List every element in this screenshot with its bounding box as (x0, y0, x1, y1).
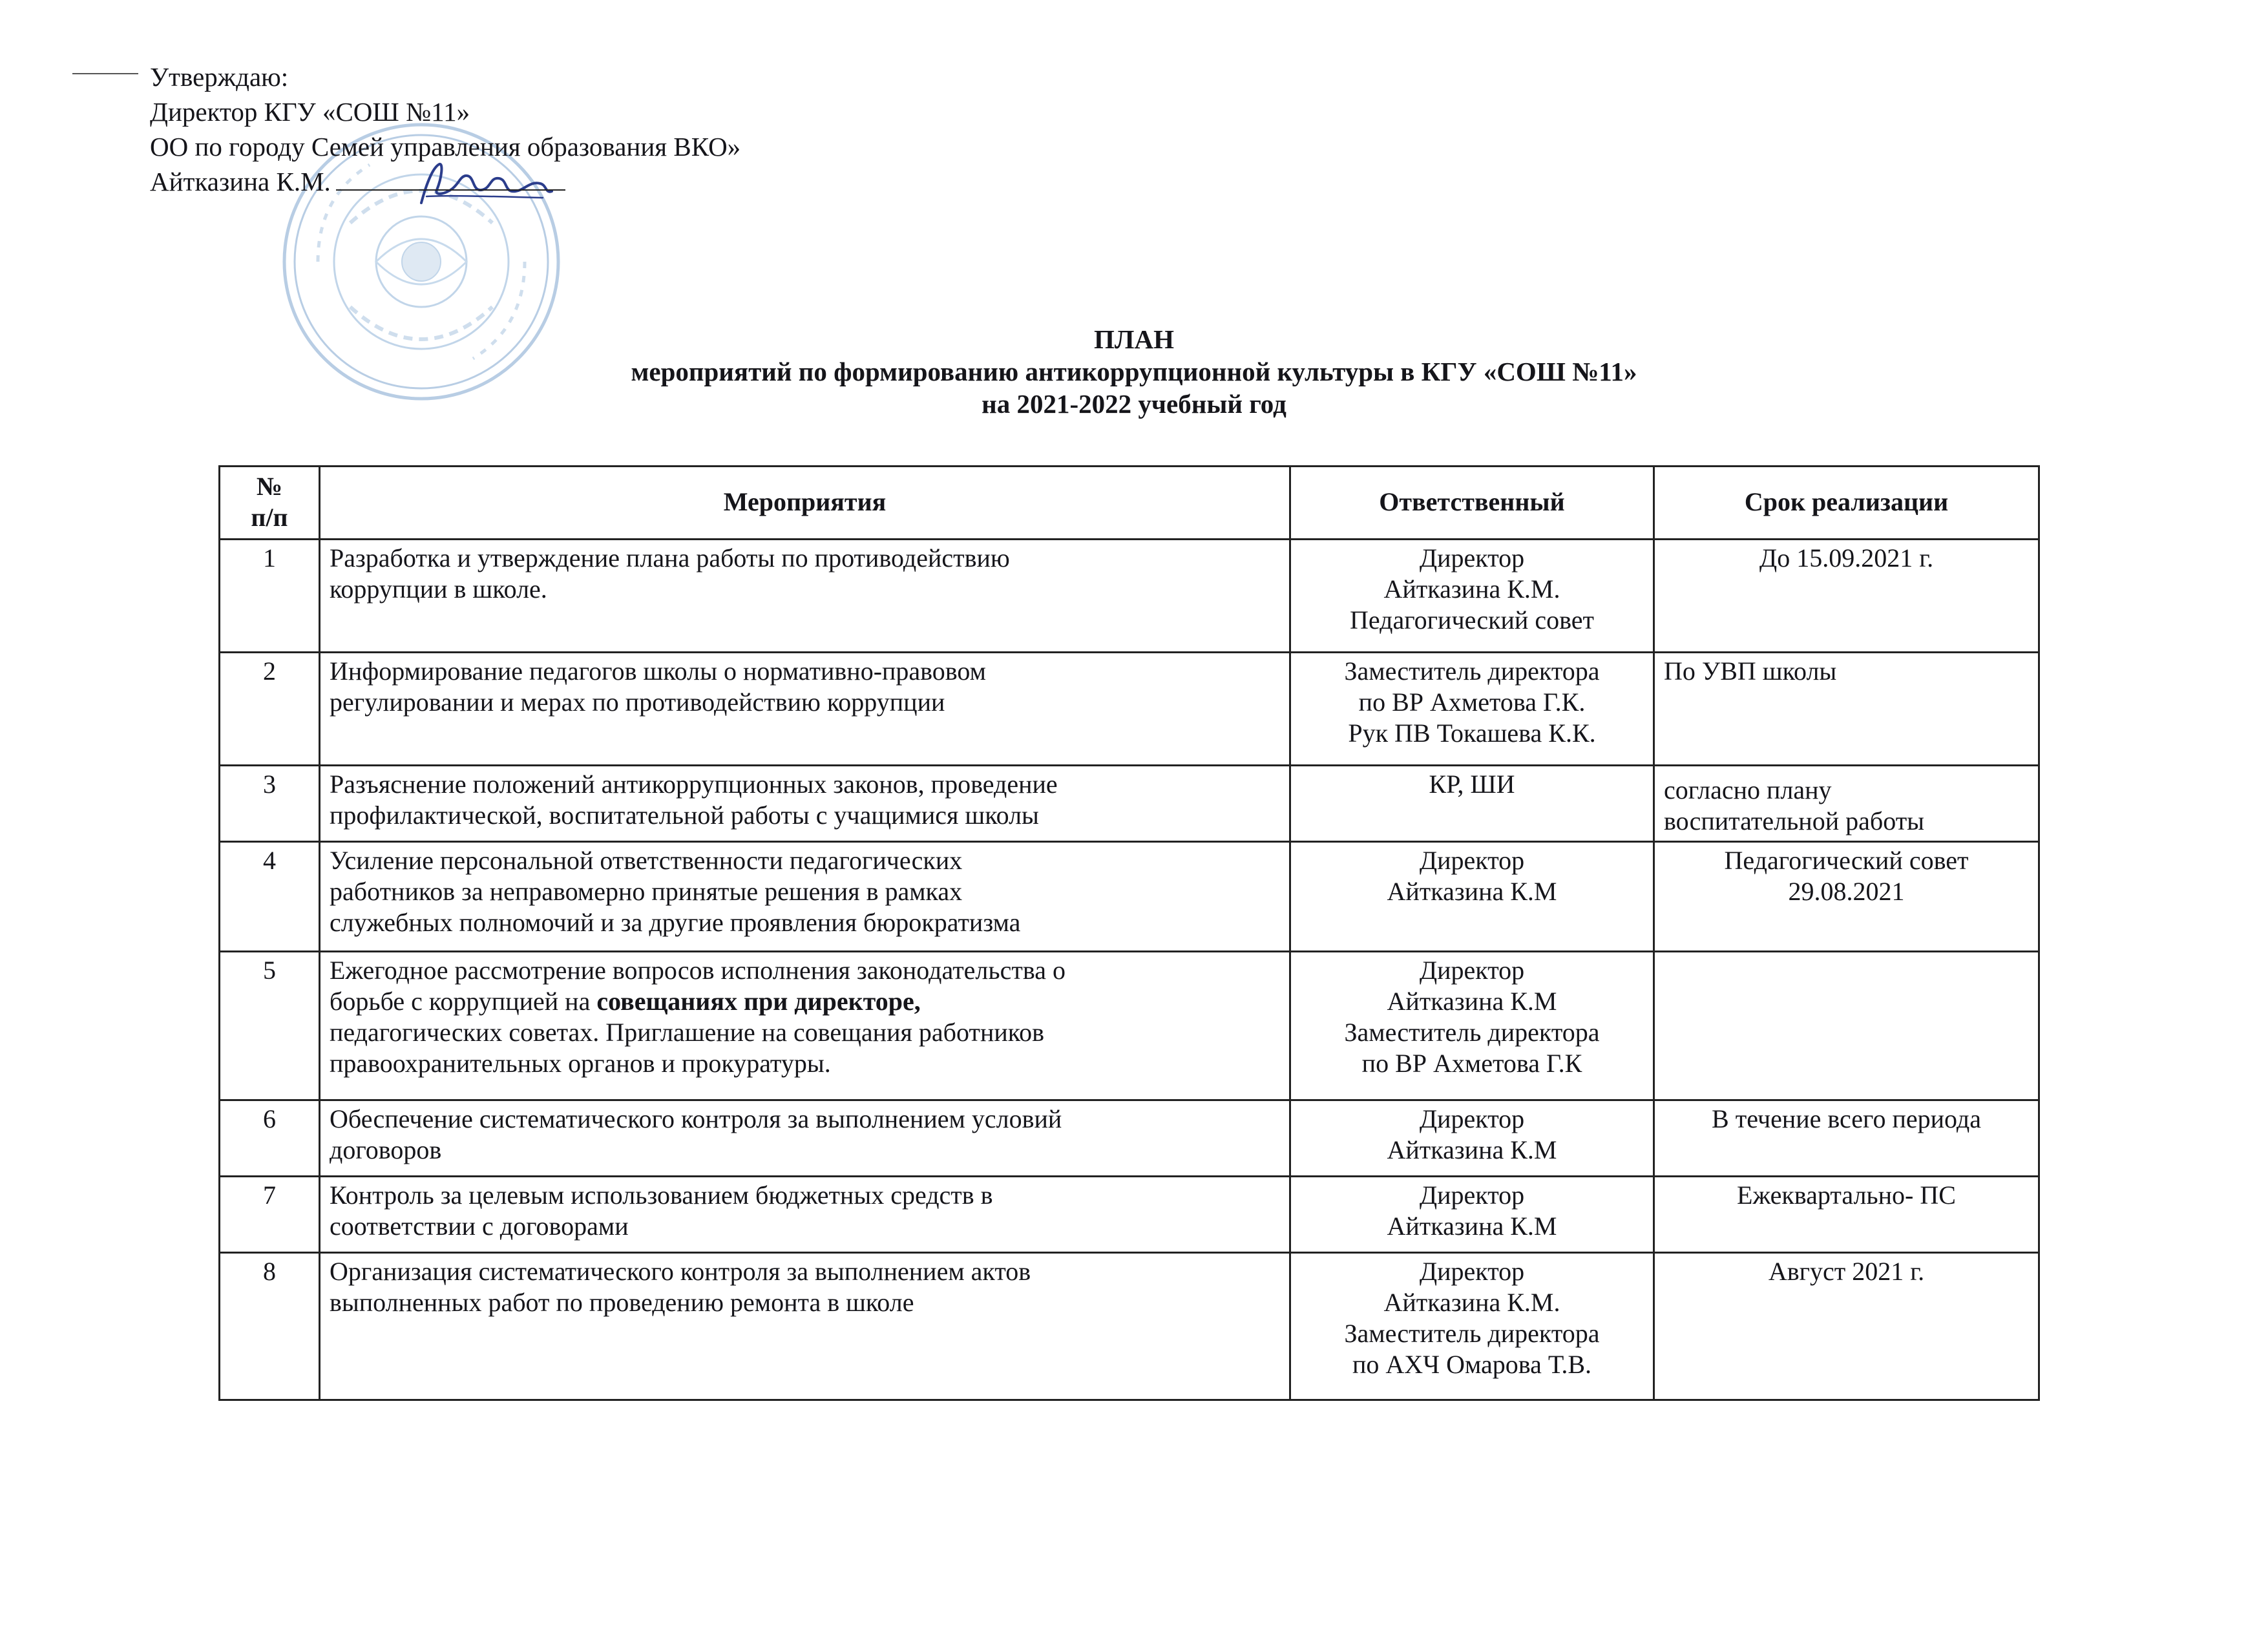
row-num: 8 (220, 1253, 320, 1400)
event-line: служебных полномочий и за другие проявления бюрократизма (330, 908, 1021, 937)
term-line: Август 2021 г. (1768, 1257, 1925, 1286)
table-row (220, 842, 2039, 952)
header-term: Срок реализации (1654, 467, 2039, 540)
term-line: Ежеквартально- ПС (1737, 1181, 1956, 1210)
table-row (220, 952, 2039, 1100)
event-line: Усиление персональной ответственности педагогических (330, 846, 963, 875)
approval-signer-line (150, 164, 740, 199)
approval-signer: Айтказина К.М. (150, 167, 331, 196)
event-line: Организация систематического контроля за выполнением актов (330, 1257, 1031, 1286)
table-row (220, 540, 2039, 653)
term-line: По УВП школы (1664, 656, 1837, 686)
term-line: воспитательной работы (1664, 806, 1925, 835)
responsible-line: Директор (1419, 1257, 1525, 1286)
event-line: педагогических советах. Приглашение на совещания работников (330, 1018, 1045, 1047)
event-line: выполненных работ по проведению ремонта в школе (330, 1288, 914, 1317)
row-term (1654, 1253, 2039, 1400)
responsible-line: Заместитель директора (1344, 1018, 1600, 1047)
event-line: Информирование педагогов школы о нормативно-правовом (330, 656, 986, 686)
row-responsible (1290, 1177, 1654, 1253)
responsible-line: КР, ШИ (1429, 770, 1515, 799)
event-line: правоохранительных органов и прокуратуры. (330, 1049, 831, 1078)
row-num: 1 (220, 540, 320, 653)
approval-block (150, 59, 740, 199)
event-line: договоров (330, 1135, 442, 1164)
event-emphasis: совещаниях при директоре, (596, 987, 921, 1016)
row-term (1654, 766, 2039, 842)
table-row (220, 1253, 2039, 1400)
responsible-line: по ВР Ахметова Г.К. (1358, 688, 1586, 717)
responsible-line: Заместитель директора (1344, 656, 1600, 686)
row-responsible (1290, 1253, 1654, 1400)
event-line: работников за неправомерно принятые решения в рамках (330, 877, 963, 906)
event-line: Ежегодное рассмотрение вопросов исполнения законодательства о (330, 956, 1066, 985)
header-num-line-1: № (256, 472, 283, 501)
responsible-line: Айтказина К.М (1387, 1212, 1557, 1241)
event-line: соответствии с договорами (330, 1212, 629, 1241)
row-term (1654, 540, 2039, 653)
term-line: Педагогический совет (1724, 846, 1969, 875)
row-num: 3 (220, 766, 320, 842)
responsible-line: Директор (1419, 543, 1525, 572)
responsible-line: Директор (1419, 956, 1525, 985)
responsible-line: по АХЧ Омарова Т.В. (1352, 1350, 1592, 1379)
row-event (320, 766, 1290, 842)
responsible-line: Айтказина К.М (1387, 987, 1557, 1016)
plan-table (218, 465, 2040, 1401)
row-term (1654, 952, 2039, 1100)
event-line (330, 986, 1280, 1017)
approval-line-2: Директор КГУ «СОШ №11» (150, 97, 470, 127)
responsible-line: Айтказина К.М. (1383, 574, 1560, 604)
responsible-line: Заместитель директора (1344, 1319, 1600, 1348)
event-text: борьбе с коррупцией на (330, 987, 597, 1016)
row-responsible (1290, 540, 1654, 653)
header-responsible: Ответственный (1290, 467, 1654, 540)
row-event (320, 1100, 1290, 1177)
table-row (220, 1100, 2039, 1177)
title-line-3: на 2021-2022 учебный год (982, 389, 1286, 419)
table-row (220, 1177, 2039, 1253)
row-num: 6 (220, 1100, 320, 1177)
row-event (320, 1177, 1290, 1253)
responsible-line: Директор (1419, 846, 1525, 875)
event-line: профилактической, воспитательной работы с учащимися школы (330, 801, 1039, 830)
table-row (220, 766, 2039, 842)
event-line: коррупции в школе. (330, 574, 547, 604)
responsible-line: Айтказина К.М (1387, 1135, 1557, 1164)
responsible-line: Педагогический совет (1350, 605, 1594, 635)
term-line: 29.08.2021 (1788, 877, 1905, 906)
row-event (320, 1253, 1290, 1400)
term-line: согласно плану (1664, 775, 1832, 804)
row-responsible (1290, 766, 1654, 842)
signature-line (336, 165, 565, 191)
row-event (320, 952, 1290, 1100)
row-num: 7 (220, 1177, 320, 1253)
row-num: 5 (220, 952, 320, 1100)
row-term (1654, 1177, 2039, 1253)
row-term (1654, 842, 2039, 952)
table-header-row (220, 467, 2039, 540)
event-line: Разъяснение положений антикоррупционных законов, проведение (330, 770, 1058, 799)
row-responsible (1290, 1100, 1654, 1177)
responsible-line: Рук ПВ Токашева К.К. (1348, 719, 1596, 748)
responsible-line: Айтказина К.М (1387, 877, 1557, 906)
term-line: В течение всего периода (1712, 1104, 1981, 1133)
table-row (220, 653, 2039, 766)
event-line: Обеспечение систематического контроля за выполнением условий (330, 1104, 1062, 1133)
header-event: Мероприятия (320, 467, 1290, 540)
scan-mark (72, 73, 138, 74)
approval-line-1: Утверждаю: (150, 62, 289, 92)
header-num (220, 467, 320, 540)
event-line: Контроль за целевым использованием бюджетных средств в (330, 1181, 993, 1210)
row-term (1654, 1100, 2039, 1177)
row-event (320, 540, 1290, 653)
responsible-line: Директор (1419, 1181, 1525, 1210)
row-responsible (1290, 653, 1654, 766)
header-num-line-2: п/п (251, 503, 288, 532)
row-responsible (1290, 952, 1654, 1100)
event-line: регулировании и мерах по противодействию коррупции (330, 688, 945, 717)
row-responsible (1290, 842, 1654, 952)
row-event (320, 842, 1290, 952)
responsible-line: Айтказина К.М. (1383, 1288, 1560, 1317)
title-line-1: ПЛАН (1094, 324, 1174, 354)
event-line: Разработка и утверждение плана работы по противодействию (330, 543, 1010, 572)
row-event (320, 653, 1290, 766)
responsible-line: Директор (1419, 1104, 1525, 1133)
responsible-line: по ВР Ахметова Г.К (1361, 1049, 1582, 1078)
term-line: До 15.09.2021 г. (1759, 543, 1934, 572)
document-title (0, 323, 2268, 420)
approval-line-3: ОО по городу Семей управления образования ВКО» (150, 132, 741, 162)
row-num: 4 (220, 842, 320, 952)
row-term (1654, 653, 2039, 766)
row-num: 2 (220, 653, 320, 766)
title-line-2: мероприятий по формированию антикоррупционной культуры в КГУ «СОШ №11» (631, 357, 1637, 386)
